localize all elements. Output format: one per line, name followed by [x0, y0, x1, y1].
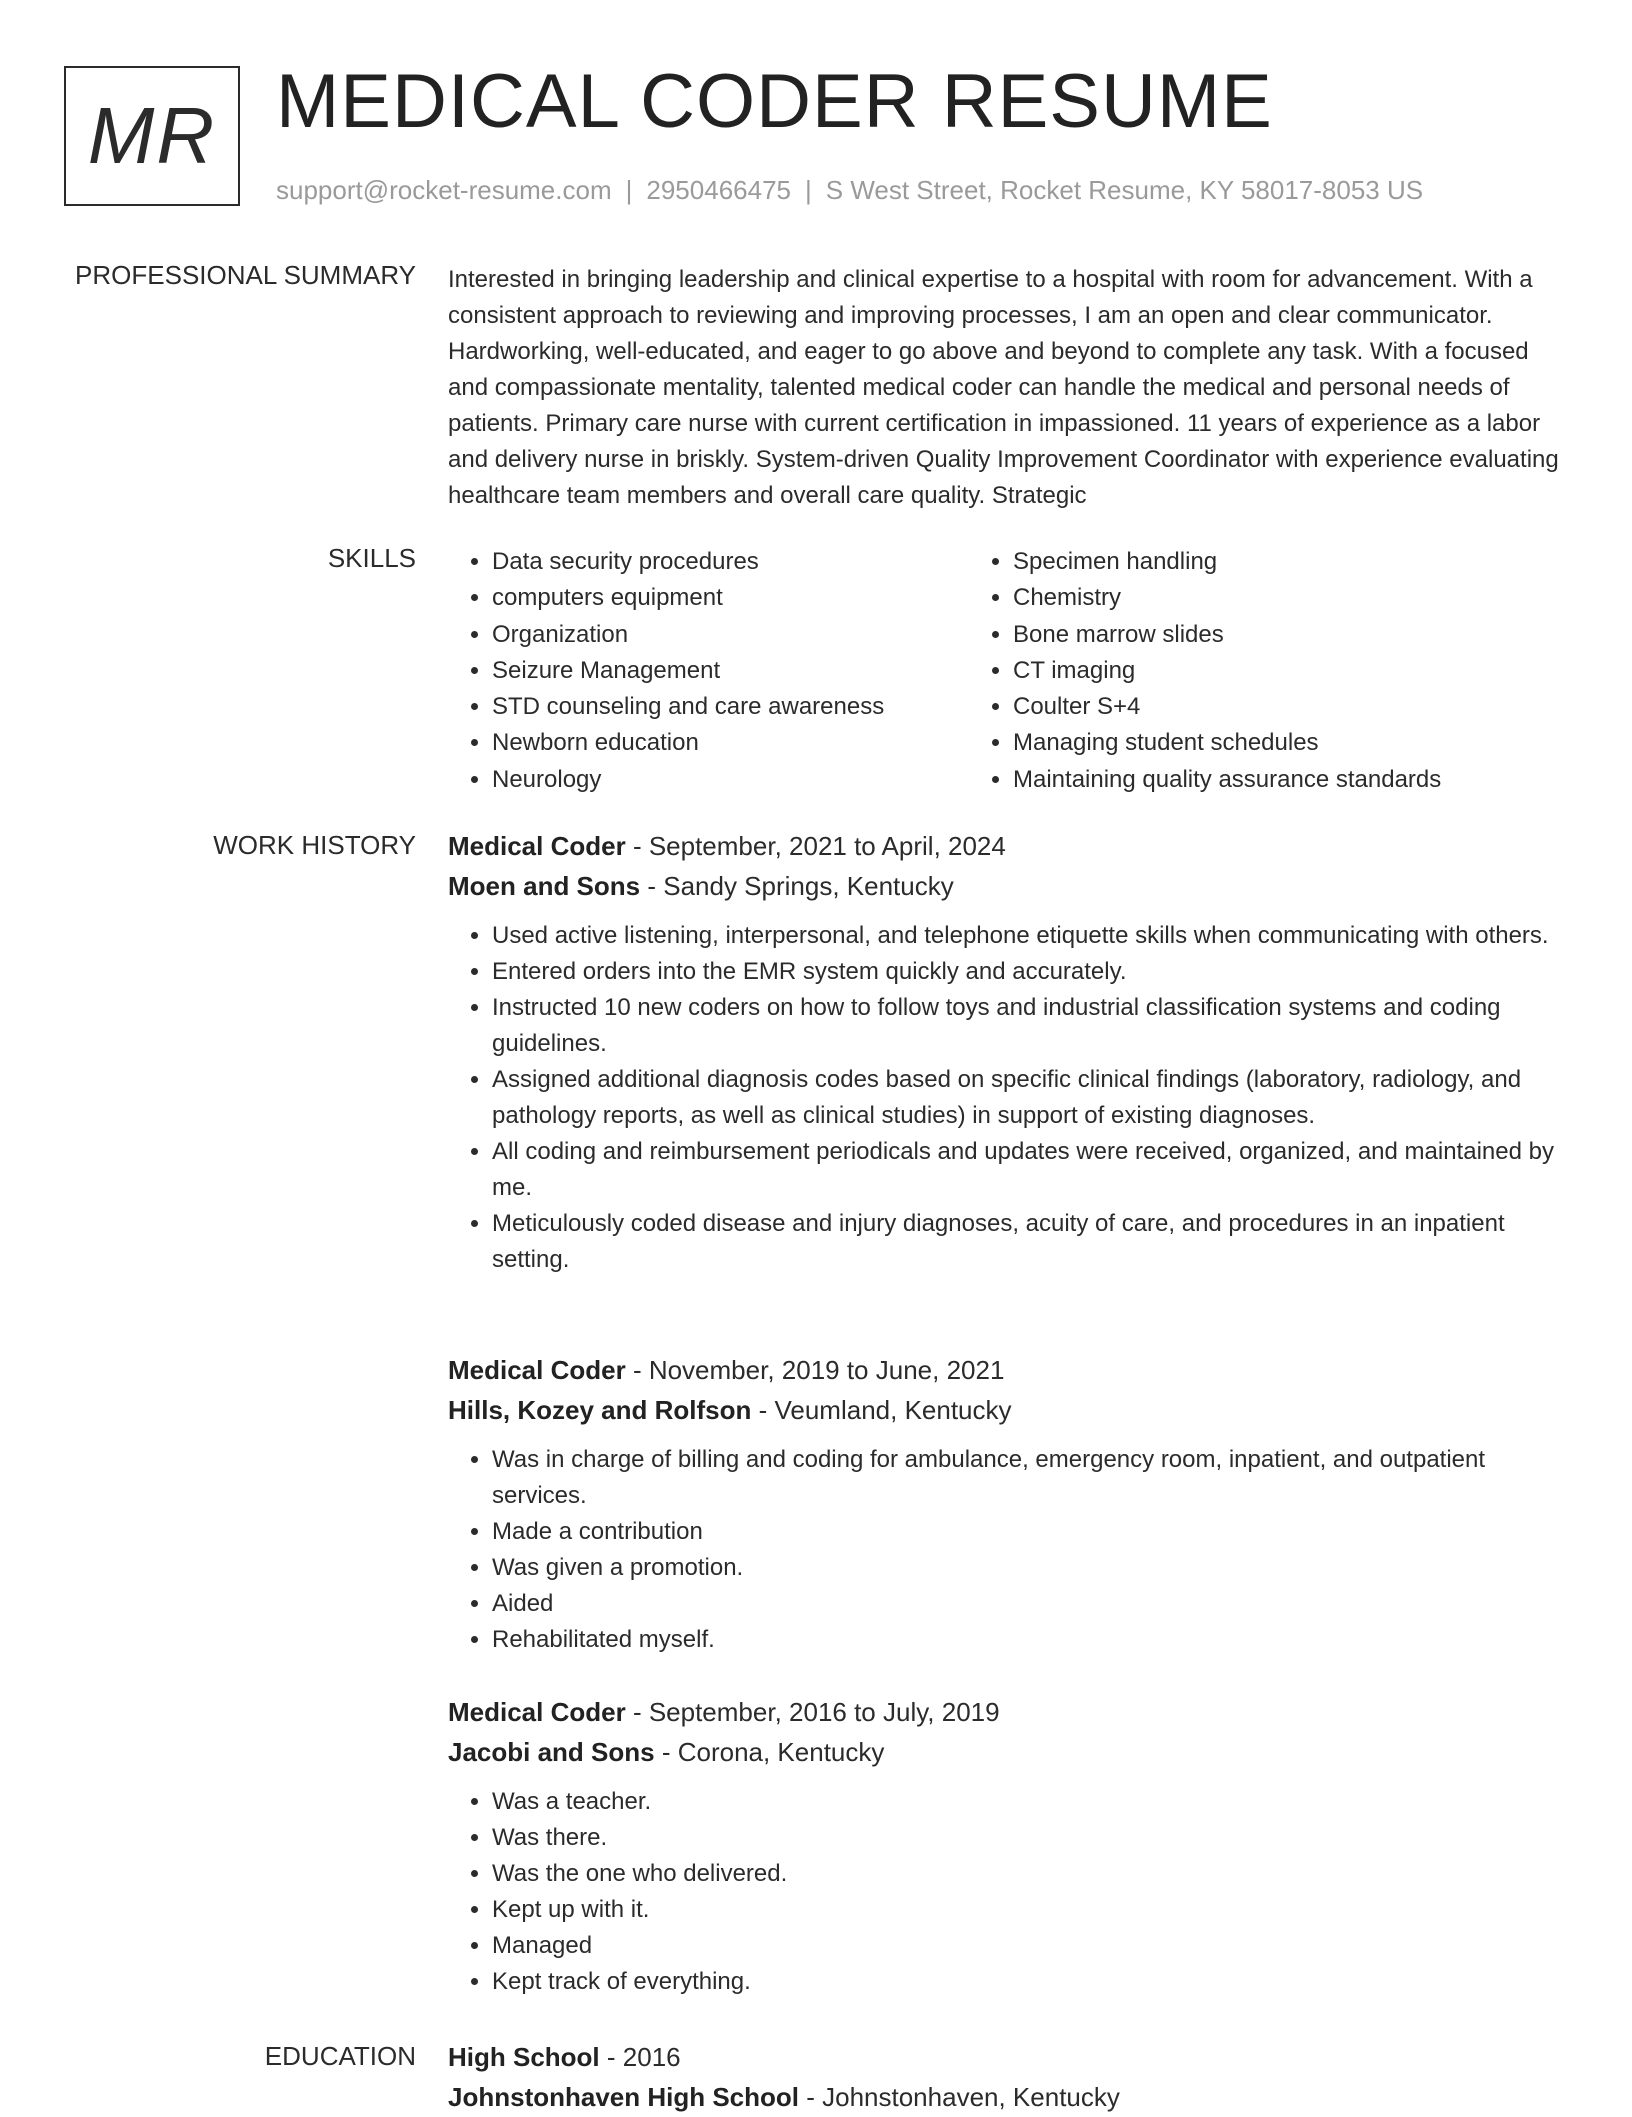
monogram-box — [64, 66, 240, 206]
job-location: - Corona, Kentucky — [654, 1737, 885, 1767]
contact-line — [276, 175, 1423, 206]
job-bullet: • Rehabilitated myself. — [492, 1622, 1572, 1658]
job-bullets — [448, 1784, 1572, 2000]
job-bullet: • Was in charge of billing and coding for ambulance, emergency room, inpatient, and outpatient services. — [492, 1442, 1572, 1514]
job-bullet: • All coding and reimbursement periodicals and updates were received, organized, and maintained by me. — [492, 1134, 1572, 1206]
job-company: Hills, Kozey and Rolfson — [448, 1395, 752, 1425]
job-bullet: • Made a contribution — [492, 1514, 1572, 1550]
job-company: Moen and Sons — [448, 871, 641, 901]
skill-item: • Neurology — [492, 762, 954, 798]
skill-item: • Newborn education — [492, 725, 954, 761]
resume-title: MEDICAL CODER RESUME — [276, 59, 1273, 144]
skill-item: • computers equipment — [492, 580, 954, 616]
job-title: Medical Coder — [448, 1355, 626, 1385]
job-bullet: • Was a teacher. — [492, 1784, 1572, 1820]
job-company-line — [448, 1390, 1572, 1430]
education-degree-line — [448, 2037, 1572, 2077]
contact-phone: 2950466475 — [646, 175, 791, 205]
summary-text: Interested in bringing leadership and clinical expertise to a hospital with room for advancement. With a consistent approach to reviewing and improving processes, I am an open and clear communicator. Hardworking, well-educated, and eager to go above and beyond to complete any task. With a focused and compassionate mentality, talented medical coder can handle the medical and personal needs of patients. Primary care nurse with current certification in impassioned. 11 years of experience as a labor and delivery nurse in briskly. System-driven Quality Improvement Coordinator with experience evaluating healthcare team members and overall care quality. Strategic — [448, 266, 1559, 509]
job-bullet: • Used active listening, interpersonal, and telephone etiquette skills when communicating with others. — [492, 918, 1572, 954]
skill-item: • Maintaining quality assurance standards — [1013, 762, 1460, 798]
job-bullet: • Kept up with it. — [492, 1892, 1572, 1928]
job-bullet: • Entered orders into the EMR system quickly and accurately. — [492, 954, 1572, 990]
job-title-line — [448, 1692, 1572, 1732]
education-school: Johnstonhaven High School — [448, 2082, 800, 2112]
job-dates: - November, 2019 to June, 2021 — [625, 1355, 1005, 1385]
skill-item: • Specimen handling — [1013, 544, 1460, 580]
contact-email: support@rocket-resume.com — [276, 175, 612, 205]
skill-item: • Organization — [492, 617, 954, 653]
job-company-line — [448, 1732, 1572, 1772]
job-bullet: • Instructed 10 new coders on how to follow toys and industrial classification systems and coding guidelines. — [492, 990, 1572, 1062]
job-title-line — [448, 1350, 1572, 1390]
job-bullet: • Meticulously coded disease and injury diagnoses, acuity of care, and procedures in an inpatient setting. — [492, 1206, 1572, 1278]
job-bullet: • Aided — [492, 1586, 1572, 1622]
job-entry — [448, 1350, 1572, 1658]
skills-list-right — [954, 544, 1460, 798]
skill-item: • Managing student schedules — [1013, 725, 1460, 761]
job-title: Medical Coder — [448, 831, 626, 861]
skills-list-left — [448, 544, 954, 798]
job-bullets — [448, 1442, 1572, 1658]
job-bullet: • Kept track of everything. — [492, 1964, 1572, 2000]
job-location: - Sandy Springs, Kentucky — [640, 871, 954, 901]
job-bullet: • Managed — [492, 1928, 1572, 1964]
skill-item: • Data security procedures — [492, 544, 954, 580]
skill-item: • Bone marrow slides — [1013, 617, 1460, 653]
section-label-education: EDUCATION — [264, 2041, 416, 2071]
section-label-summary: PROFESSIONAL SUMMARY — [75, 260, 416, 290]
contact-separator: | — [805, 175, 812, 205]
skill-item: • CT imaging — [1013, 653, 1460, 689]
job-dates: - September, 2021 to April, 2024 — [625, 831, 1006, 861]
education-year: - 2016 — [599, 2042, 681, 2072]
job-title-line — [448, 826, 1572, 866]
job-bullet: • Was the one who delivered. — [492, 1856, 1572, 1892]
skill-item: • Coulter S+4 — [1013, 689, 1460, 725]
monogram-initials: MR — [87, 91, 217, 180]
job-company: Jacobi and Sons — [448, 1737, 655, 1767]
job-entry — [448, 1692, 1572, 2000]
job-company-line — [448, 866, 1572, 906]
education-degree: High School — [448, 2042, 600, 2072]
job-title: Medical Coder — [448, 1697, 626, 1727]
skill-item: • STD counseling and care awareness — [492, 689, 954, 725]
job-location: - Veumland, Kentucky — [751, 1395, 1012, 1425]
job-bullet: • Was there. — [492, 1820, 1572, 1856]
job-bullets — [448, 918, 1572, 1278]
job-dates: - September, 2016 to July, 2019 — [625, 1697, 1000, 1727]
section-label-skills: SKILLS — [327, 543, 416, 573]
job-entry — [448, 826, 1572, 1278]
education-school-line — [448, 2077, 1572, 2117]
contact-separator: | — [625, 175, 633, 205]
contact-address: S West Street, Rocket Resume, KY 58017-8053 US — [825, 175, 1424, 205]
education-location: - Johnstonhaven, Kentucky — [799, 2082, 1120, 2112]
job-bullet: • Assigned additional diagnosis codes based on specific clinical findings (laboratory, radiology, and pathology reports, as well as clinical studies) in support of existing diagnoses. — [492, 1062, 1572, 1134]
job-bullet: • Was given a promotion. — [492, 1550, 1572, 1586]
skill-item: • Chemistry — [1013, 580, 1460, 616]
skill-item: • Seizure Management — [492, 653, 954, 689]
section-label-work-history: WORK HISTORY — [213, 830, 416, 860]
